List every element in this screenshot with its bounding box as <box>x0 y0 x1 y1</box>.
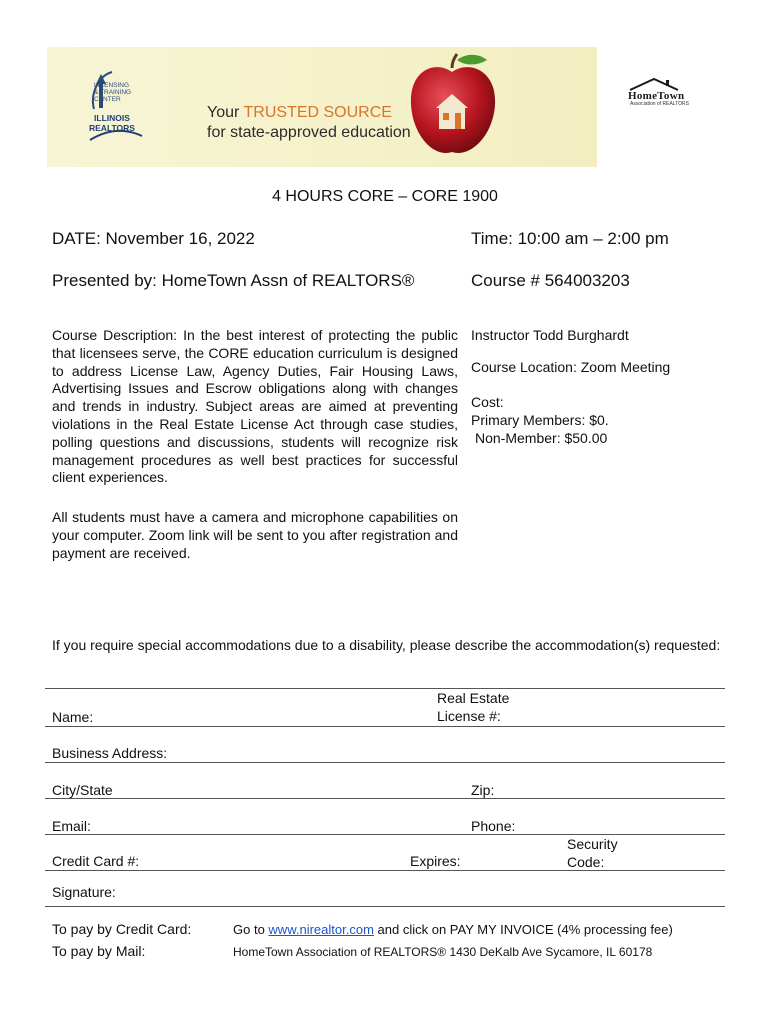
cost-nonmembers: Non-Member: $50.00 <box>475 430 608 446</box>
security-label-line: Security <box>567 836 618 852</box>
name-field-label[interactable]: Name: <box>52 709 94 725</box>
card-instructions-suffix: and click on PAY MY INVOICE (4% processing fee) <box>373 922 673 937</box>
pay-by-card-instructions <box>233 922 673 937</box>
logo-org <box>89 113 135 133</box>
course-presenter: Presented by: HomeTown Assn of REALTORS® <box>52 271 415 290</box>
tagline <box>207 104 392 122</box>
logo-text-line: & TRAINING <box>94 89 132 96</box>
form-divider <box>45 834 725 835</box>
logo-subtitle <box>94 82 131 103</box>
form-divider <box>45 688 725 689</box>
phone-field-label[interactable]: Phone: <box>471 818 516 834</box>
logo-text-line: LICENSING <box>94 82 130 89</box>
nirealtor-link[interactable]: www.nirealtor.com <box>268 922 374 937</box>
course-instructor: Instructor Todd Burghardt <box>471 327 629 343</box>
course-date: DATE: November 16, 2022 <box>52 229 255 248</box>
license-label-line: License #: <box>437 707 501 724</box>
license-label-line: Real Estate <box>437 690 510 706</box>
cost-label: Cost: <box>471 394 504 410</box>
partner-subtitle: Association of REALTORS <box>630 101 690 107</box>
cost-members: Primary Members: $0. <box>471 412 609 428</box>
form-divider <box>45 726 725 727</box>
course-location: Course Location: Zoom Meeting <box>471 359 671 375</box>
logo-text-line: CENTER <box>94 96 121 103</box>
logo-org-line: ILLINOIS <box>94 113 130 123</box>
expires-field-label[interactable]: Expires: <box>410 853 461 869</box>
pay-by-mail-label: To pay by Mail: <box>52 943 146 959</box>
form-divider <box>45 798 725 799</box>
hometown-roof-icon <box>628 77 702 91</box>
form-divider <box>45 870 725 871</box>
business-address-field-label[interactable]: Business Address: <box>52 745 168 761</box>
city-state-field-label[interactable]: City/State <box>52 782 113 798</box>
course-title: 4 HOURS CORE – CORE 1900 <box>272 188 498 205</box>
pay-by-card-label: To pay by Credit Card: <box>52 921 192 937</box>
email-field-label[interactable]: Email: <box>52 818 91 834</box>
course-requirements: All students must have a camera and microphone capabilities on your computer. Zoom link will be sent to you after registration and payment are received. <box>52 509 458 561</box>
logo-org-line: REALTORS <box>89 123 135 133</box>
form-divider <box>45 906 725 907</box>
course-description: Course Description: In the best interest of protecting the public that licensees serve, the CORE education curriculum is designed to address License Law, Agency Duties, Fair Housing Laws, Advertising Issues and Escrow obligations along with changes and trends in industry. Subject areas are aimed at preventing violations in the Real Estate License Act through case studies, polling questions and discussions, students will recognize risk management procedures as well best practices for successful client experiences. <box>52 327 458 486</box>
course-time: Time: 10:00 am – 2:00 pm <box>471 229 669 248</box>
accommodation-prompt: If you require special accommodations due to a disability, please describe the accommodation(s) requested: <box>52 637 721 653</box>
course-number: Course # 564003203 <box>471 271 630 290</box>
signature-field-label[interactable]: Signature: <box>52 884 116 900</box>
tagline-line2: for state-approved education <box>207 124 411 141</box>
zip-field-label[interactable]: Zip: <box>471 782 495 798</box>
security-code-field-label[interactable] <box>567 836 618 872</box>
tagline-highlight: TRUSTED SOURCE <box>243 104 392 121</box>
apple-house-icon <box>405 50 500 162</box>
license-field-label[interactable] <box>437 690 509 726</box>
card-instructions-prefix: Go to <box>233 922 269 937</box>
tagline-prefix: Your <box>207 104 244 121</box>
mail-address: HomeTown Association of REALTORS® 1430 DeKalb Ave Sycamore, IL 60178 <box>233 945 653 959</box>
security-label-line: Code: <box>567 853 605 870</box>
partner-name: HomeTown <box>628 90 685 102</box>
credit-card-field-label[interactable]: Credit Card #: <box>52 853 140 869</box>
